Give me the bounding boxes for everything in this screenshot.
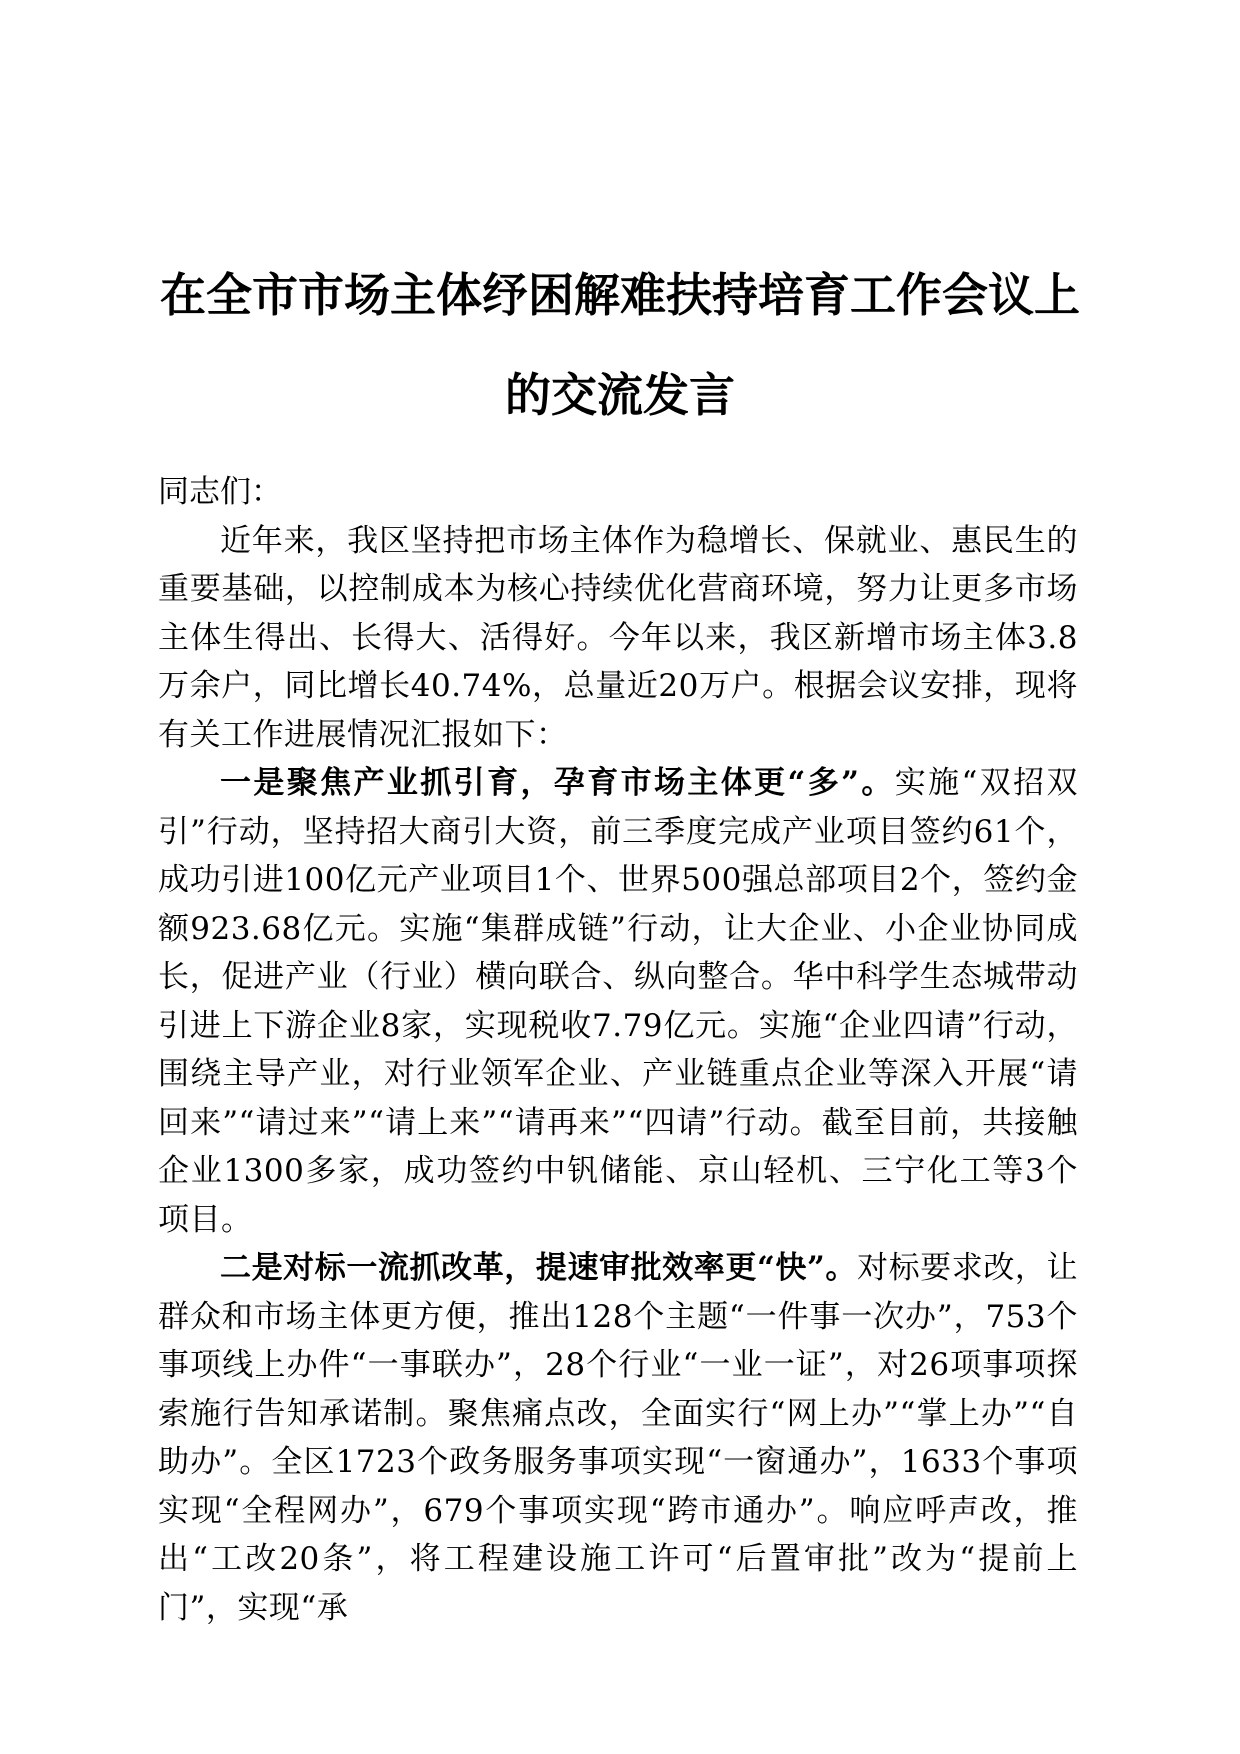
paragraph-intro bbox=[158, 517, 1078, 760]
document-title bbox=[150, 245, 1090, 445]
paragraph-text: 对标要求改，让群众和市场主体更方便，推出128个主题“一件事一次办”，753个事项线上办件“一事联办”，28个行业“一业一证”，对26项事项探索施行告知承诺制。聚焦痛点改，全面实行“网上办”“掌上办”“自助办”。全区1723个政务服务事项实现“一窗通办”，1633个事项实现“全程网办”，679个事项实现“跨市通办”。响应呼声改，推出“工改20条”，将工程建设施工许可“后置审批”改为“提前上门”，实现“承 bbox=[158, 1250, 1079, 1626]
paragraph-text: 近年来，我区坚持把市场主体作为稳增长、保就业、惠民生的重要基础，以控制成本为核心持续优化营商环境，努力让更多市场主体生得出、长得大、活得好。今年以来，我区新增市场主体3.8万余户，同比增长40.74%，总量近20万户。根据会议安排，现将有关工作进展情况汇报如下： bbox=[158, 522, 1078, 753]
paragraph-lead: 二是对标一流抓改革，提速审批效率更“快”。 bbox=[220, 1250, 857, 1286]
title-line-1: 在全市市场主体纾困解难扶持培育工作会议上 bbox=[160, 268, 1080, 322]
paragraph-point-1 bbox=[158, 759, 1078, 1244]
title-line-2: 的交流发言 bbox=[505, 368, 735, 422]
document-body bbox=[158, 468, 1078, 1632]
salutation: 同志们： bbox=[158, 474, 282, 510]
paragraph-lead: 一是聚焦产业抓引育，孕育市场主体更“多”。 bbox=[220, 765, 895, 801]
paragraph-text: 实施“双招双引”行动，坚持招大商引大资，前三季度完成产业项目签约61个，成功引进100亿元产业项目1个、世界500强总部项目2个，签约金额923.68亿元。实施“集群成链”行动，让大企业、小企业协同成长，促进产业（行业）横向联合、纵向整合。华中科学生态城带动引进上下游企业8家，实现税收7.79亿元。实施“企业四请”行动，围绕主导产业，对行业领军企业、产业链重点企业等深入开展“请回来”“请过来”“请上来”“请再来”“四请”行动。截至目前，共接触企业1300多家，成功签约中钒储能、京山轻机、三宁化工等3个项目。 bbox=[158, 765, 1078, 1238]
paragraph-point-2 bbox=[158, 1244, 1078, 1632]
